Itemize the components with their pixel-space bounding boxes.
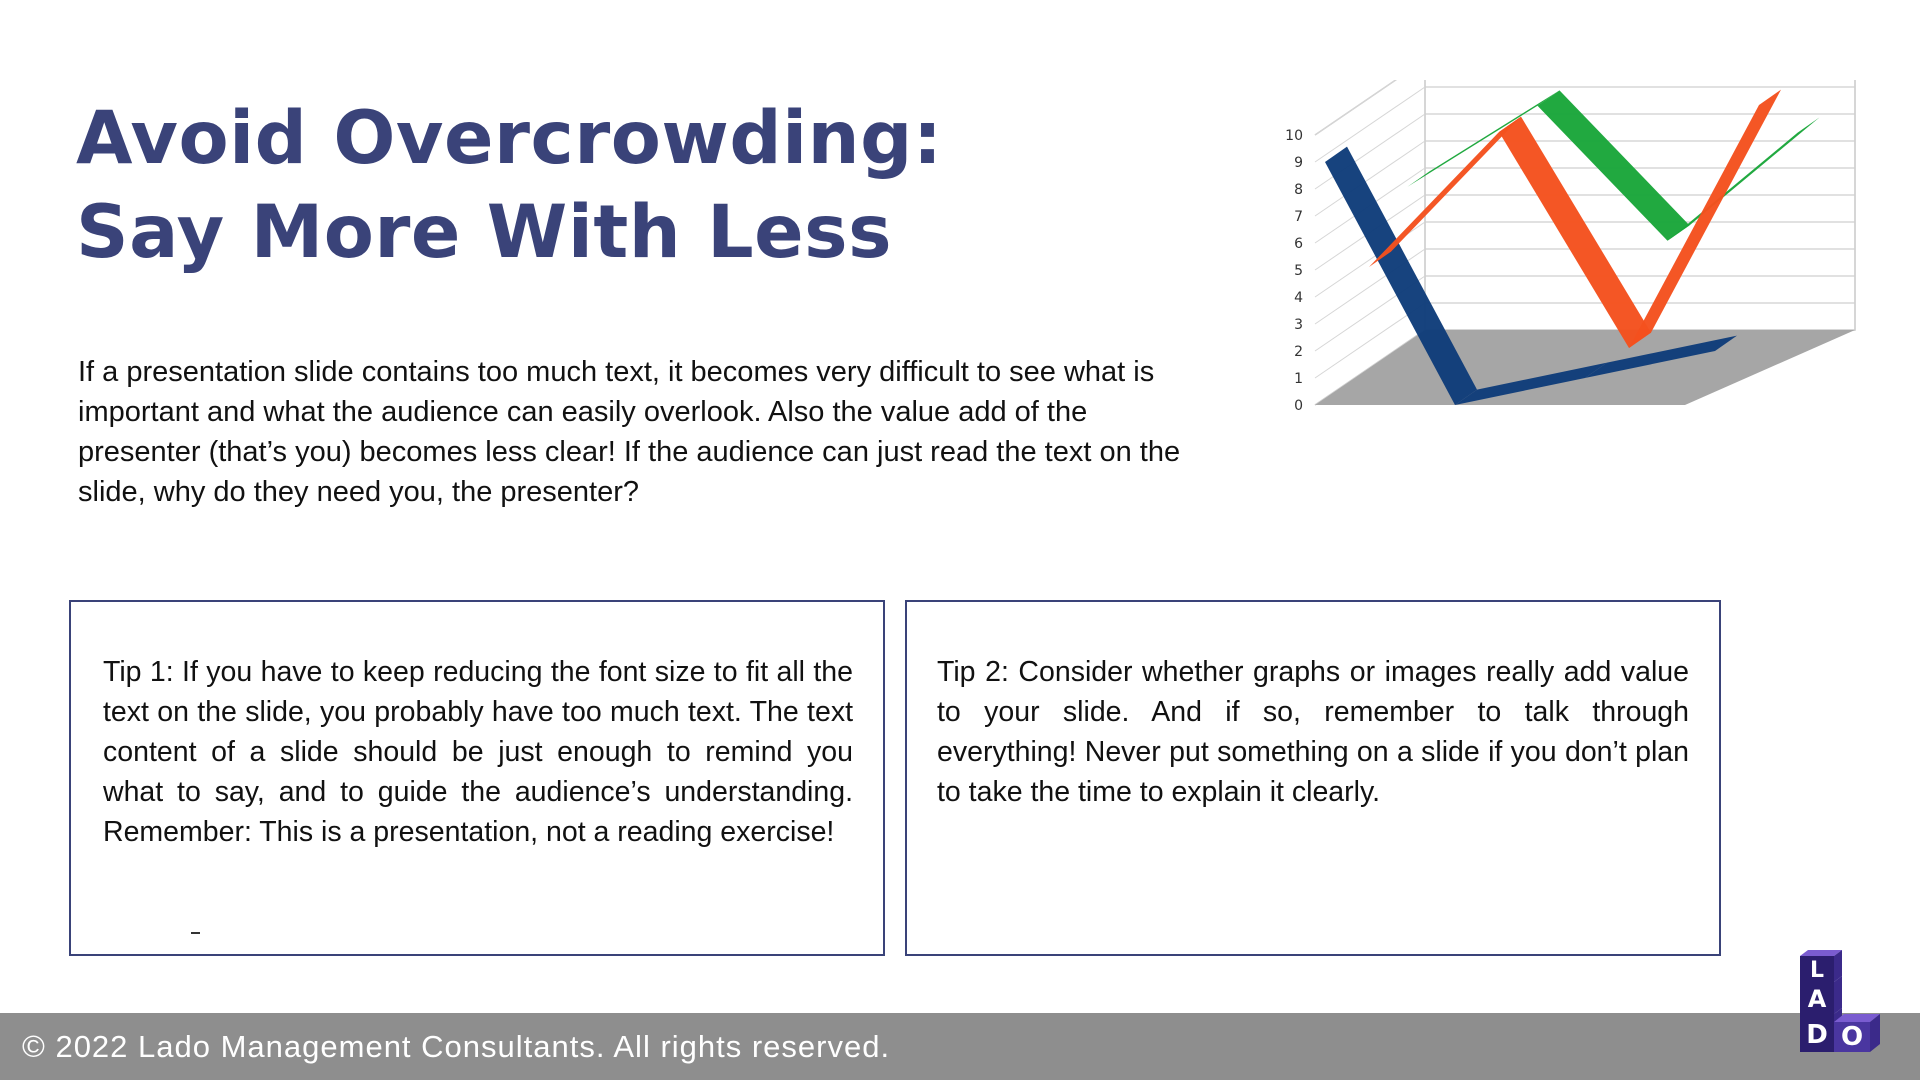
tip-2-text: Tip 2: Consider whether graphs or images really add value to your slide. And if so, remember to talk through everything! Never put something on a slide if you don’t plan to take the time to explain it clearly. bbox=[937, 656, 1689, 808]
logo-letter-a: A bbox=[1807, 985, 1827, 1013]
stray-dash bbox=[191, 932, 200, 934]
lado-logo bbox=[1790, 946, 1890, 1058]
lado-logo-icon bbox=[1790, 946, 1890, 1058]
title-line-1: Avoid Overcrowding: bbox=[76, 96, 943, 181]
chart-y-tick-label: 6 bbox=[1294, 236, 1303, 252]
chart-side-gridline bbox=[1315, 114, 1425, 189]
chart-y-tick-label: 5 bbox=[1294, 263, 1303, 279]
chart-y-tick-label: 2 bbox=[1294, 344, 1303, 360]
copyright-text: © 2022 Lado Management Consultants. All rights reserved. bbox=[22, 1029, 891, 1064]
logo-letter-l: L bbox=[1809, 958, 1825, 983]
chart-svg bbox=[1270, 80, 1870, 420]
chart-y-tick-label: 8 bbox=[1294, 182, 1303, 198]
chart-side-gridline bbox=[1315, 80, 1425, 135]
slide-title bbox=[76, 92, 943, 280]
tip-box-2 bbox=[905, 600, 1721, 956]
chart-y-tick-label: 0 bbox=[1294, 398, 1303, 414]
decorative-3d-line-chart bbox=[1270, 80, 1870, 420]
tip-box-1 bbox=[69, 600, 885, 956]
chart-y-tick-label: 3 bbox=[1294, 317, 1303, 333]
chart-y-tick-label: 1 bbox=[1294, 371, 1303, 387]
footer-bar bbox=[0, 1013, 1920, 1080]
chart-y-tick-label: 7 bbox=[1294, 209, 1303, 225]
logo-letter-d: D bbox=[1806, 1020, 1828, 1050]
intro-paragraph: If a presentation slide contains too much text, it becomes very difficult to see what is important and what the audience can easily overlook. Also the value add of the presenter (that’s you) becomes less clear! If the audience can just read the text on the slide, why do they need you, the presenter? bbox=[78, 356, 1181, 508]
tip-1-text: Tip 1: If you have to keep reducing the font size to fit all the text on the slide, you probably have too much text. The text content of a slide should be just enough to remind you what to say, and to guide the audience’s understanding. Remember: This is a presentation, not a reading exercise! bbox=[103, 656, 853, 848]
chart-side-edge-top bbox=[1315, 80, 1425, 135]
chart-y-tick-label: 4 bbox=[1294, 290, 1303, 306]
chart-y-tick-label: 9 bbox=[1294, 155, 1303, 171]
title-line-2: Say More With Less bbox=[76, 190, 893, 275]
logo-letter-o: O bbox=[1840, 1022, 1864, 1052]
chart-y-tick-label: 10 bbox=[1285, 128, 1303, 144]
